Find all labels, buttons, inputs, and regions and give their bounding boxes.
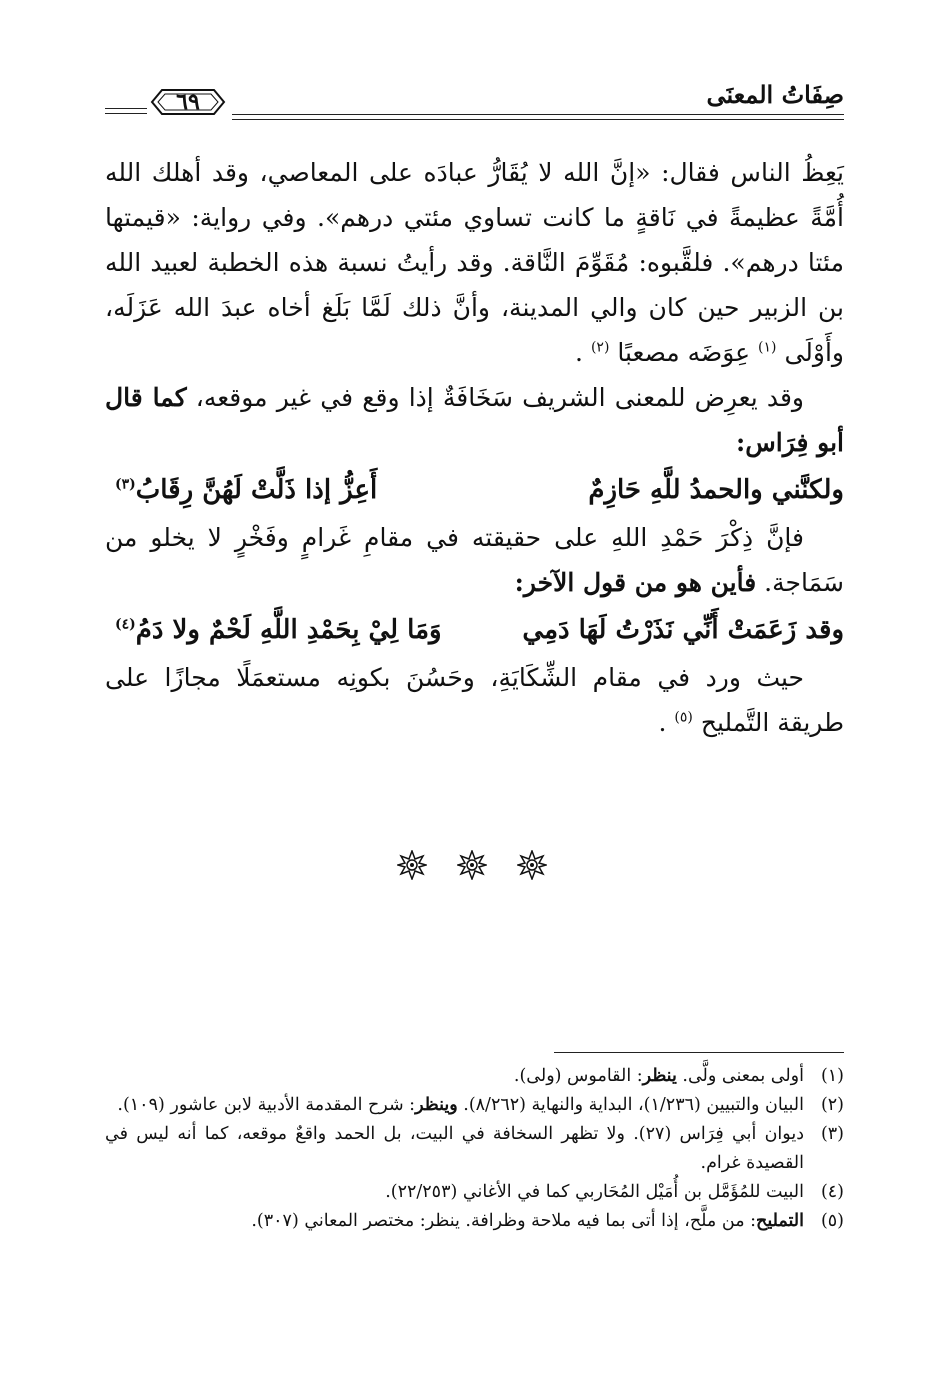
- paragraph-4: حيث ورد في مقام الشِّكَايَةِ، وحَسُنَ بكونِه مستعمَلًا مجازًا على طريقة التَّمليح $^{(٥)}$ .: [105, 663, 844, 737]
- paragraph-1: يَعِظُ الناس فقال: «إنَّ الله لا يُقَارُّ عبادَه على المعاصي، وقد أهلك الله أُمَّةً عظيمةً في نَاقةٍ ما كانت تساوي مئتي درهم». وفي رواية: «قيمتها مئتا درهم». فلقَّبوه: مُقَوِّمَ النَّاقة. وقد رأيتُ نسبة هذه الخطبة لعبيد الله بن الزبير حين كان والي المدينة، وأنَّ ذلك لَمَّا بَلَغ أخاه عبدَ الله عَزَلَه، وأَوْلَى $^{(١)}$ عِوَضَه مصعبًا $^{(٢)}$ .: [105, 158, 844, 367]
- header-rule-right-2: [232, 119, 844, 120]
- verse-2: [105, 605, 844, 655]
- footnote-ref-3[interactable]: (٣): [115, 476, 136, 493]
- footnotes: [105, 1062, 844, 1236]
- footnote-2: (٢) البيان والتبيين (١/٢٣٦)، البداية والنهاية (٨/٢٦٢). وينظر: شرح المقدمة الأدبية لابن عاشور (١٠٩).: [105, 1091, 844, 1120]
- footnote-1: (١) أولى بمعنى ولَّى. ينظر: القاموس (ولى).: [105, 1062, 844, 1091]
- footnote-4: (٤) البيت للمُؤَمَّل بن أُمَيْل المُحَاربي كما في الأغاني (٢٢/٢٥٣).: [105, 1178, 844, 1207]
- verse-2-second-hemistich: وَمَا لِيْ بِحَمْدِ اللَّهِ لَحْمٌ ولا دَمُ$^{(٤)}$: [115, 615, 442, 645]
- section-ornaments: [0, 850, 944, 880]
- footnote-5: (٥) التمليح: من ملَّح، إذا أتى بما فيه ملاحة وظرافة. ينظر: مختصر المعاني (٣٠٧).: [105, 1207, 844, 1236]
- footnote-ref-5[interactable]: (٥): [674, 709, 693, 726]
- ornament-icon: [397, 850, 427, 880]
- footnote-number: (٢): [820, 1095, 844, 1115]
- header-rule-left-2: [105, 113, 147, 114]
- page-number-badge: [148, 84, 228, 120]
- footnote-3: (٣) ديوان أبي فِرَاس (٢٧). ولا تظهر السخافة في البيت، بل الحمد واقعٌ موقعه، كما أنه ليس في القصيدة غرام.: [105, 1120, 844, 1178]
- footnote-number: (٥): [820, 1211, 844, 1231]
- paragraph-2: وقد يعرِض للمعنى الشريف سَخَافَةٌ إذا وقع في غير موقعه، كما قال أبو فِرَاس:: [105, 383, 844, 457]
- header-rule-right: [232, 114, 844, 115]
- main-text: [105, 150, 844, 745]
- paragraph-3: فإنَّ ذِكْرَ حَمْدِ اللهِ على حقيقته في مقامِ غَرامٍ وفَخْرٍ لا يخلو من سَمَاجة. فأين هو من قول الآخر:: [105, 523, 844, 597]
- running-header-title: صِفَاتُ المعنَى: [706, 80, 844, 109]
- footnote-ref-2[interactable]: (٢): [590, 339, 610, 356]
- ornament-icon: [457, 850, 487, 880]
- verse-1-first-hemistich: ولكنَّني والحمدُ للَّهِ حَازِمٌ: [588, 475, 844, 505]
- verse-1-second-hemistich: أَعِزُّ إذا ذَلَّتْ لَهُنَّ رِقَابُ$^{(٣)}$: [115, 475, 378, 505]
- page-number: ٦٩: [176, 89, 200, 115]
- footnote-number: (٣): [820, 1124, 844, 1144]
- footnote-number: (١): [820, 1066, 844, 1086]
- header-rule-left: [105, 108, 147, 109]
- footnote-number: (٤): [820, 1182, 844, 1202]
- footnote-separator: [554, 1052, 844, 1053]
- verse-1: [105, 465, 844, 515]
- footnote-ref-1[interactable]: (١): [758, 339, 777, 356]
- footnote-ref-4[interactable]: (٤): [115, 616, 136, 633]
- ornament-icon: [517, 850, 547, 880]
- verse-2-first-hemistich: وقد زَعَمَتْ أَنِّي نَذَرْتُ لَهَا دَمِي: [522, 615, 844, 645]
